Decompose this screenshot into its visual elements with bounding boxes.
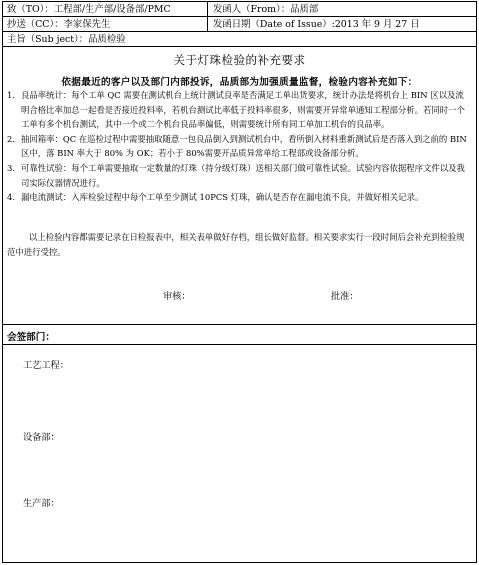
countersign-section (3, 324, 476, 509)
date-field: 发函日期（Date of Issue）:2013 年 9 月 27 日 (213, 19, 420, 30)
countersign-heading: 会签部门： (7, 332, 55, 343)
requirement-item (7, 190, 471, 205)
to-field: 致（TO）：工程部/生产部/设备部/PMC (7, 4, 171, 15)
item-number: 2. (7, 133, 15, 144)
item-text: 漏电流测试：入库检验过程中每个工单至少测试 10PCS 灯珠，确认是否存在漏电流不良，并做好相关记录。 (21, 192, 424, 203)
requirement-item (7, 88, 471, 132)
header-row-to-from (3, 2, 476, 17)
dept-equipment: 设备部： (23, 432, 60, 443)
item-text: 良品率统计：每个工单 QC 需要在测试机台上统计测试良率是否满足工单出货要求，统计办法是将机台上 BIN 区以及流明合格比率加总一起看是否接近投料率，若机台测试比率低于投料率很多，则需要开异常单通知工程部分析。若同时一个工单有多个机台测试，其中一个或二个机台良品率偏低，则需要统计所有同工单加工机台的良品率。 (21, 90, 465, 130)
header-row-cc-date (3, 17, 476, 32)
dept-production: 生产部： (23, 498, 60, 509)
review-signature-label: 审核： (163, 291, 191, 302)
closing-note: 以上检验内容都需要记录在日检报表中，相关表单做好存档，组长做好监督。相关要求实行一段时间后会补充到检验规范中进行受控。 (7, 232, 465, 257)
item-number: 1. (7, 90, 15, 100)
lead-paragraph: 依据最近的客户以及部门内部投诉，品质部为加强质量监督，检验内容补充如下： (61, 77, 418, 88)
memo-document (2, 1, 477, 563)
from-field: 发函人（From）：品质部 (213, 4, 319, 15)
document-title: 关于灯珠检验的补充要求 (173, 53, 306, 67)
item-text: 可靠性试验：每个工单需要抽取一定数量的灯珠（持分级灯珠）送相关部门做可靠性试验。试验内容依据程序文件以及我司实际仪器情况进行。 (21, 162, 465, 188)
approve-signature-label: 批准： (331, 291, 359, 302)
dept-process-engineering: 工艺工程： (23, 360, 69, 371)
item-number: 4. (7, 192, 15, 203)
item-number: 3. (7, 162, 15, 173)
requirement-list (7, 88, 471, 205)
cc-field: 抄送（CC）：李家保先生 (7, 19, 111, 30)
header-divider (207, 17, 208, 32)
countersign-divider (3, 344, 476, 345)
header-divider (207, 2, 208, 17)
subject-field: 主旨（Sub ject）：品质检验 (7, 34, 126, 45)
header-row-subject (3, 32, 476, 47)
requirement-item (7, 132, 471, 161)
requirement-item (7, 161, 471, 190)
item-text: 抽回箱率：QC 在巡检过程中需要抽取随意一包良品倒入到测试机台中，看所倒入材料重新测试后是否落入到之前的 BIN 区中，落 BIN 率大于 80% 为 OK；若小于 80%需要开品质异常单给工程部或设备部分析。 (21, 133, 467, 159)
